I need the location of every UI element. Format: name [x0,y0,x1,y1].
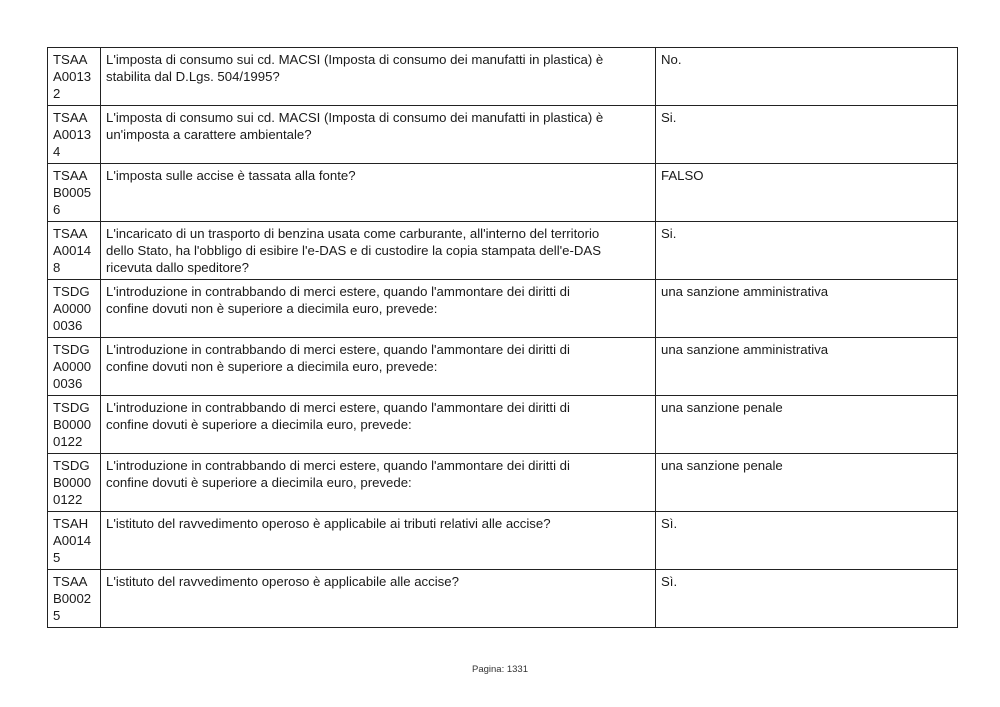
question-text-line: confine dovuti è superiore a diecimila euro, prevede: [106,417,412,432]
question-code-cell [48,454,101,512]
question-code-line: A0000 [53,359,92,374]
question-code-cell [48,106,101,164]
qa-table [47,47,958,628]
question-code-cell [48,512,101,570]
question-text-line: L'istituto del ravvedimento operoso è applicabile alle accise? [106,574,459,589]
question-text-line: L'introduzione in contrabbando di merci estere, quando l'ammontare dei diritti di [106,458,570,473]
answer-cell [656,48,958,106]
question-code-line: TSDG [53,400,90,415]
answer-cell [656,280,958,338]
question-code-line: A0013 [53,69,92,84]
answer-text: Sì. [661,574,678,589]
question-code-line: TSDG [53,284,90,299]
answer-cell [656,454,958,512]
question-code-cell [48,164,101,222]
table-row [48,396,958,454]
question-text-line: L'imposta di consumo sui cd. MACSI (Imposta di consumo dei manufatti in plastica) è [106,52,604,67]
page-number: Pagina: 1331 [472,664,528,675]
question-code-line: TSDG [53,458,90,473]
answer-text: No. [661,52,682,67]
question-code-line: TSAA [53,52,88,67]
question-text-cell [101,164,656,222]
answer-cell [656,222,958,280]
question-text-line: L'incaricato di un trasporto di benzina usata come carburante, all'interno del territorio [106,226,600,241]
table-row [48,454,958,512]
question-code-line: B0000 [53,417,92,432]
answer-cell [656,106,958,164]
question-code-line: B0002 [53,591,92,606]
table-row [48,280,958,338]
question-code-line: TSAA [53,574,88,589]
question-code-cell [48,280,101,338]
question-code-line: A0014 [53,243,92,258]
table-row [48,338,958,396]
table-row [48,48,958,106]
question-text-line: L'introduzione in contrabbando di merci estere, quando l'ammontare dei diritti di [106,400,570,415]
question-text-line: L'introduzione in contrabbando di merci estere, quando l'ammontare dei diritti di [106,284,570,299]
question-code-line: 0122 [53,434,83,449]
question-code-line: TSAA [53,226,88,241]
table-row [48,222,958,280]
question-text-line: L'imposta sulle accise è tassata alla fonte? [106,168,356,183]
table-row [48,164,958,222]
question-text-cell [101,338,656,396]
question-text-cell [101,106,656,164]
question-text-line: stabilita dal D.Lgs. 504/1995? [106,69,280,84]
question-text-cell [101,222,656,280]
question-code-line: A0013 [53,127,92,142]
question-text-line: L'istituto del ravvedimento operoso è applicabile ai tributi relativi alle accise? [106,516,551,531]
table-row [48,106,958,164]
question-code-line: B0000 [53,475,92,490]
question-code-cell [48,396,101,454]
answer-text: FALSO [661,168,704,183]
question-code-line: 0122 [53,492,83,507]
question-text-cell [101,454,656,512]
question-text-line: confine dovuti non è superiore a diecimila euro, prevede: [106,359,438,374]
question-code-line: TSAA [53,168,88,183]
answer-text: una sanzione penale [661,400,783,415]
question-code-line: A0014 [53,533,92,548]
question-text-line: L'introduzione in contrabbando di merci estere, quando l'ammontare dei diritti di [106,342,570,357]
table-row [48,512,958,570]
question-code-line: 2 [53,86,61,101]
question-text-line: un'imposta a carattere ambientale? [106,127,312,142]
question-text-cell [101,512,656,570]
question-code-line: B0005 [53,185,92,200]
question-code-line: A0000 [53,301,92,316]
question-code-line: 0036 [53,376,83,391]
question-code-line: 6 [53,202,61,217]
question-code-line: 5 [53,608,61,623]
answer-cell [656,338,958,396]
question-text-line: confine dovuti non è superiore a diecimila euro, prevede: [106,301,438,316]
answer-text: Si. [661,110,677,125]
table-row [48,570,958,628]
answer-text: una sanzione penale [661,458,783,473]
question-code-line: TSAA [53,110,88,125]
question-code-cell [48,570,101,628]
answer-cell [656,164,958,222]
question-code-cell [48,338,101,396]
question-code-line: TSAH [53,516,89,531]
question-code-cell [48,222,101,280]
question-code-line: TSDG [53,342,90,357]
question-code-cell [48,48,101,106]
qa-table-body [48,48,958,628]
question-code-line: 8 [53,260,61,275]
answer-text: Sì. [661,516,678,531]
answer-text: una sanzione amministrativa [661,342,829,357]
question-text-cell [101,280,656,338]
question-text-line: L'imposta di consumo sui cd. MACSI (Imposta di consumo dei manufatti in plastica) è [106,110,604,125]
question-text-cell [101,396,656,454]
question-code-line: 5 [53,550,61,565]
question-code-line: 0036 [53,318,83,333]
answer-text: una sanzione amministrativa [661,284,829,299]
answer-cell [656,512,958,570]
question-text-cell [101,48,656,106]
question-text-line: dello Stato, ha l'obbligo di esibire l'e-DAS e di custodire la copia stampata dell'e-DAS [106,243,602,258]
answer-cell [656,396,958,454]
question-text-cell [101,570,656,628]
question-text-line: ricevuta dallo speditore? [106,260,249,275]
answer-cell [656,570,958,628]
question-code-line: 4 [53,144,61,159]
question-text-line: confine dovuti è superiore a diecimila euro, prevede: [106,475,412,490]
answer-text: Si. [661,226,677,241]
